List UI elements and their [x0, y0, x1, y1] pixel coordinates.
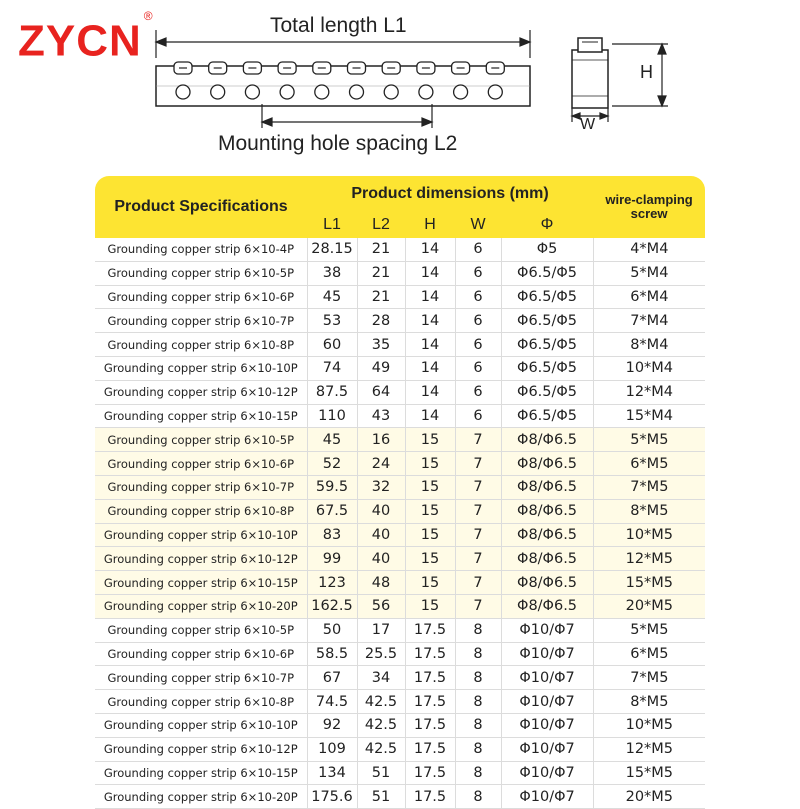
cell-phi: Φ6.5/Φ5	[501, 261, 593, 285]
cell-name: Grounding copper strip 6×10-20P	[95, 594, 307, 618]
cell-screw: 12*M4	[593, 380, 705, 404]
cell-l1: 123	[307, 571, 357, 595]
cell-name: Grounding copper strip 6×10-8P	[95, 690, 307, 714]
cell-name: Grounding copper strip 6×10-10P	[95, 523, 307, 547]
table-row	[95, 690, 705, 714]
cell-phi: Φ10/Φ7	[501, 642, 593, 666]
cell-w: 8	[455, 666, 501, 690]
cell-phi: Φ8/Φ6.5	[501, 499, 593, 523]
cell-h: 15	[405, 547, 455, 571]
cell-w: 8	[455, 785, 501, 809]
cell-l2: 28	[357, 309, 405, 333]
cell-h: 14	[405, 261, 455, 285]
cell-l2: 51	[357, 761, 405, 785]
table-row	[95, 238, 705, 261]
table-row	[95, 737, 705, 761]
header-spec: Product Specifications	[95, 176, 307, 238]
cell-l2: 21	[357, 285, 405, 309]
cell-h: 14	[405, 333, 455, 357]
cell-w: 7	[455, 499, 501, 523]
header-dims: Product dimensions (mm)	[307, 176, 593, 212]
cell-w: 6	[455, 285, 501, 309]
spacing-label: Mounting hole spacing L2	[218, 132, 458, 155]
cell-screw: 8*M5	[593, 499, 705, 523]
cell-l1: 109	[307, 737, 357, 761]
cell-w: 7	[455, 475, 501, 499]
spec-table	[95, 176, 705, 805]
cell-name: Grounding copper strip 6×10-12P	[95, 547, 307, 571]
cell-screw: 8*M5	[593, 690, 705, 714]
cell-h: 15	[405, 428, 455, 452]
table-row	[95, 642, 705, 666]
cell-l2: 42.5	[357, 713, 405, 737]
cell-name: Grounding copper strip 6×10-5P	[95, 261, 307, 285]
strip-hole	[488, 85, 502, 99]
cell-l2: 16	[357, 428, 405, 452]
total-length-label: Total length L1	[270, 14, 407, 37]
cell-name: Grounding copper strip 6×10-8P	[95, 499, 307, 523]
cell-w: 6	[455, 333, 501, 357]
cell-name: Grounding copper strip 6×10-7P	[95, 309, 307, 333]
cell-l1: 60	[307, 333, 357, 357]
cell-screw: 5*M5	[593, 618, 705, 642]
cell-name: Grounding copper strip 6×10-15P	[95, 571, 307, 595]
cell-h: 15	[405, 571, 455, 595]
cell-w: 8	[455, 642, 501, 666]
cell-h: 17.5	[405, 642, 455, 666]
registered-mark: ®	[143, 9, 154, 23]
cell-l1: 52	[307, 452, 357, 476]
cell-l1: 134	[307, 761, 357, 785]
table-row	[95, 309, 705, 333]
cell-l2: 17	[357, 618, 405, 642]
cell-l2: 40	[357, 547, 405, 571]
cell-phi: Φ6.5/Φ5	[501, 285, 593, 309]
table-row	[95, 333, 705, 357]
cell-phi: Φ6.5/Φ5	[501, 309, 593, 333]
cell-screw: 20*M5	[593, 594, 705, 618]
cell-name: Grounding copper strip 6×10-8P	[95, 333, 307, 357]
cell-phi: Φ8/Φ6.5	[501, 475, 593, 499]
cell-l1: 74.5	[307, 690, 357, 714]
table-row	[95, 785, 705, 809]
cell-name: Grounding copper strip 6×10-7P	[95, 475, 307, 499]
cell-phi: Φ6.5/Φ5	[501, 380, 593, 404]
cell-l1: 99	[307, 547, 357, 571]
table-row	[95, 452, 705, 476]
cell-screw: 15*M4	[593, 404, 705, 428]
cell-w: 7	[455, 571, 501, 595]
cell-h: 15	[405, 523, 455, 547]
table-row	[95, 594, 705, 618]
side-view	[572, 38, 608, 108]
header-col-l1: L1	[307, 212, 357, 238]
cell-h: 17.5	[405, 737, 455, 761]
brand-name: ZYCN	[18, 16, 142, 66]
cell-l2: 34	[357, 666, 405, 690]
cell-screw: 12*M5	[593, 737, 705, 761]
cell-name: Grounding copper strip 6×10-15P	[95, 404, 307, 428]
cell-w: 6	[455, 404, 501, 428]
header-col-l2: L2	[357, 212, 405, 238]
cell-l1: 38	[307, 261, 357, 285]
header-col-w: W	[455, 212, 501, 238]
cell-w: 8	[455, 737, 501, 761]
table-row	[95, 713, 705, 737]
cell-l1: 67	[307, 666, 357, 690]
cell-l2: 43	[357, 404, 405, 428]
cell-h: 17.5	[405, 785, 455, 809]
cell-phi: Φ8/Φ6.5	[501, 571, 593, 595]
cell-screw: 7*M5	[593, 475, 705, 499]
cell-screw: 6*M5	[593, 642, 705, 666]
cell-screw: 5*M5	[593, 428, 705, 452]
cell-phi: Φ10/Φ7	[501, 785, 593, 809]
cell-screw: 20*M5	[593, 785, 705, 809]
cell-l1: 162.5	[307, 594, 357, 618]
table-row	[95, 404, 705, 428]
strip-hole	[245, 85, 259, 99]
cell-phi: Φ10/Φ7	[501, 761, 593, 785]
cell-w: 8	[455, 618, 501, 642]
cell-l2: 40	[357, 523, 405, 547]
strip-hole	[454, 85, 468, 99]
cell-h: 14	[405, 309, 455, 333]
cell-phi: Φ6.5/Φ5	[501, 404, 593, 428]
cell-phi: Φ8/Φ6.5	[501, 594, 593, 618]
cell-h: 14	[405, 285, 455, 309]
cell-l2: 49	[357, 356, 405, 380]
strip-hole	[419, 85, 433, 99]
cell-l2: 51	[357, 785, 405, 809]
cell-l1: 53	[307, 309, 357, 333]
cell-phi: Φ10/Φ7	[501, 690, 593, 714]
cell-l2: 56	[357, 594, 405, 618]
cell-name: Grounding copper strip 6×10-6P	[95, 452, 307, 476]
cell-phi: Φ8/Φ6.5	[501, 547, 593, 571]
cell-phi: Φ10/Φ7	[501, 618, 593, 642]
cell-phi: Φ8/Φ6.5	[501, 428, 593, 452]
header-col-phi: Φ	[501, 212, 593, 238]
table-row	[95, 761, 705, 785]
cell-w: 7	[455, 594, 501, 618]
cell-name: Grounding copper strip 6×10-12P	[95, 737, 307, 761]
strip-hole	[315, 85, 329, 99]
strip-hole	[176, 85, 190, 99]
strip-hole	[384, 85, 398, 99]
cell-name: Grounding copper strip 6×10-6P	[95, 642, 307, 666]
cell-h: 15	[405, 452, 455, 476]
cell-name: Grounding copper strip 6×10-12P	[95, 380, 307, 404]
table-row	[95, 285, 705, 309]
cell-screw: 8*M4	[593, 333, 705, 357]
cell-l1: 83	[307, 523, 357, 547]
table-row	[95, 356, 705, 380]
cell-phi: Φ8/Φ6.5	[501, 452, 593, 476]
cell-w: 7	[455, 523, 501, 547]
cell-screw: 7*M4	[593, 309, 705, 333]
cell-w: 8	[455, 761, 501, 785]
cell-l1: 92	[307, 713, 357, 737]
cell-h: 17.5	[405, 666, 455, 690]
cell-w: 7	[455, 547, 501, 571]
cell-name: Grounding copper strip 6×10-10P	[95, 356, 307, 380]
cell-l1: 45	[307, 285, 357, 309]
cell-l2: 24	[357, 452, 405, 476]
table-row	[95, 499, 705, 523]
cell-l2: 25.5	[357, 642, 405, 666]
cell-h: 17.5	[405, 761, 455, 785]
cell-name: Grounding copper strip 6×10-5P	[95, 618, 307, 642]
cell-h: 14	[405, 238, 455, 261]
cell-screw: 10*M5	[593, 523, 705, 547]
cell-name: Grounding copper strip 6×10-20P	[95, 785, 307, 809]
cell-screw: 10*M4	[593, 356, 705, 380]
cell-h: 17.5	[405, 618, 455, 642]
cell-l1: 87.5	[307, 380, 357, 404]
cell-l1: 110	[307, 404, 357, 428]
cell-l1: 175.6	[307, 785, 357, 809]
cell-l1: 58.5	[307, 642, 357, 666]
table-row	[95, 380, 705, 404]
cell-name: Grounding copper strip 6×10-7P	[95, 666, 307, 690]
cell-l1: 59.5	[307, 475, 357, 499]
table-row	[95, 428, 705, 452]
cell-w: 8	[455, 713, 501, 737]
cell-screw: 6*M4	[593, 285, 705, 309]
table-row	[95, 547, 705, 571]
cell-w: 8	[455, 690, 501, 714]
cell-h: 14	[405, 404, 455, 428]
height-label: H	[640, 62, 653, 82]
cell-phi: Φ8/Φ6.5	[501, 523, 593, 547]
cell-screw: 4*M4	[593, 238, 705, 261]
strip-hole	[350, 85, 364, 99]
cell-name: Grounding copper strip 6×10-15P	[95, 761, 307, 785]
width-label: W	[580, 116, 596, 133]
cell-screw: 15*M5	[593, 761, 705, 785]
cell-phi: Φ5	[501, 238, 593, 261]
table-row	[95, 523, 705, 547]
cell-l2: 48	[357, 571, 405, 595]
cell-screw: 6*M5	[593, 452, 705, 476]
cell-name: Grounding copper strip 6×10-6P	[95, 285, 307, 309]
cell-screw: 5*M4	[593, 261, 705, 285]
cell-h: 17.5	[405, 713, 455, 737]
cell-w: 7	[455, 452, 501, 476]
header-col-h: H	[405, 212, 455, 238]
strip-hole	[211, 85, 225, 99]
cell-l2: 21	[357, 261, 405, 285]
table-row	[95, 571, 705, 595]
cell-l2: 64	[357, 380, 405, 404]
cell-l1: 67.5	[307, 499, 357, 523]
cell-phi: Φ6.5/Φ5	[501, 333, 593, 357]
spacing-dimension	[262, 104, 432, 128]
cell-w: 6	[455, 380, 501, 404]
cell-w: 7	[455, 428, 501, 452]
cell-l1: 28.15	[307, 238, 357, 261]
cell-screw: 10*M5	[593, 713, 705, 737]
cell-l1: 50	[307, 618, 357, 642]
cell-l1: 74	[307, 356, 357, 380]
cell-w: 6	[455, 261, 501, 285]
cell-l2: 35	[357, 333, 405, 357]
cell-screw: 15*M5	[593, 571, 705, 595]
cell-l2: 32	[357, 475, 405, 499]
cell-w: 6	[455, 238, 501, 261]
cell-w: 6	[455, 356, 501, 380]
cell-screw: 12*M5	[593, 547, 705, 571]
cell-l1: 45	[307, 428, 357, 452]
table-row	[95, 261, 705, 285]
cell-phi: Φ10/Φ7	[501, 713, 593, 737]
cell-phi: Φ10/Φ7	[501, 737, 593, 761]
cell-phi: Φ10/Φ7	[501, 666, 593, 690]
cell-l2: 42.5	[357, 737, 405, 761]
table-row	[95, 475, 705, 499]
cell-h: 17.5	[405, 690, 455, 714]
header-screw: wire-clamping screw	[593, 176, 705, 238]
cell-screw: 7*M5	[593, 666, 705, 690]
spec-table-body	[95, 238, 705, 809]
cell-name: Grounding copper strip 6×10-4P	[95, 238, 307, 261]
cell-h: 15	[405, 594, 455, 618]
cell-name: Grounding copper strip 6×10-5P	[95, 428, 307, 452]
cell-h: 14	[405, 380, 455, 404]
table-row	[95, 618, 705, 642]
cell-name: Grounding copper strip 6×10-10P	[95, 713, 307, 737]
strip-hole	[280, 85, 294, 99]
table-row	[95, 666, 705, 690]
cell-l2: 42.5	[357, 690, 405, 714]
cell-h: 15	[405, 499, 455, 523]
cell-phi: Φ6.5/Φ5	[501, 356, 593, 380]
cell-l2: 40	[357, 499, 405, 523]
cell-h: 15	[405, 475, 455, 499]
cell-w: 6	[455, 309, 501, 333]
cell-l2: 21	[357, 238, 405, 261]
cell-h: 14	[405, 356, 455, 380]
